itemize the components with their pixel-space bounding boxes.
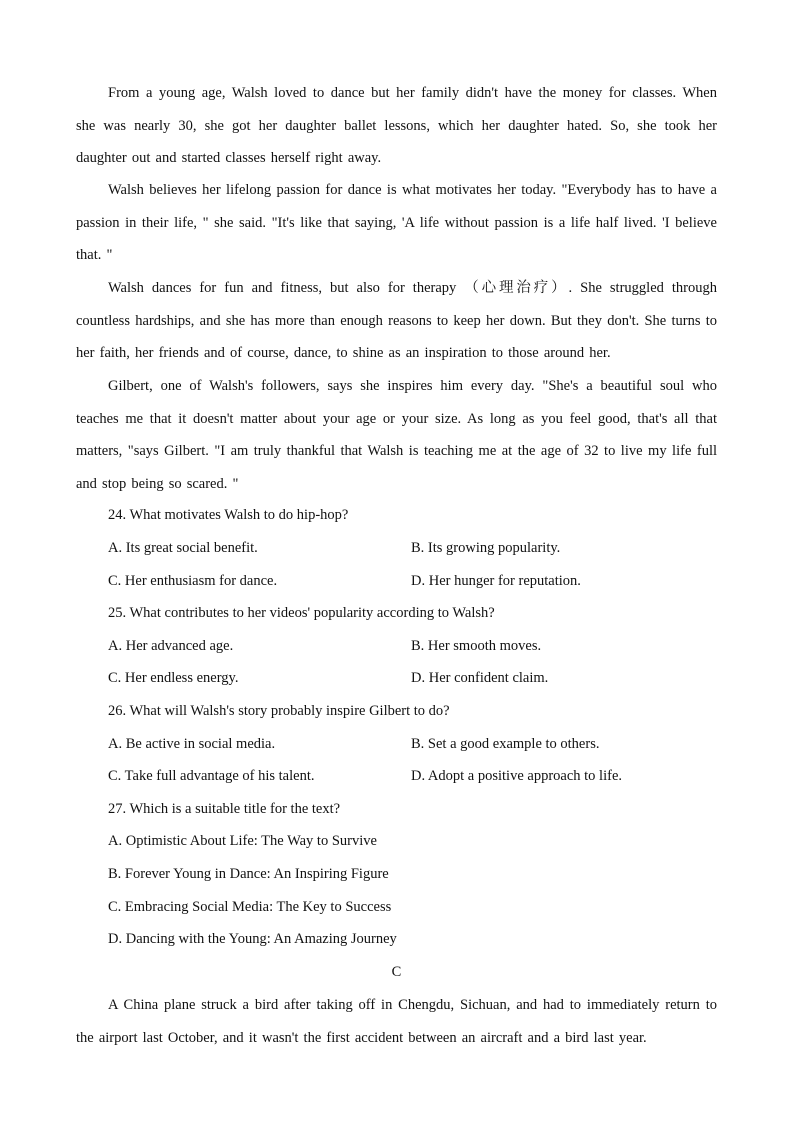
question-27-stem: 27. Which is a suitable title for the text? (108, 801, 341, 817)
passage-paragraph-1: From a young age, Walsh loved to dance but her family didn't have the money for classes. When she was nearly 30, she got her daughter ballet lessons, which her daughter hated. So, she took her daughter out and started classes herself right away. (76, 85, 717, 167)
q24-option-b: B. Its growing popularity. (411, 540, 561, 556)
q27-option-d: D. Dancing with the Young: An Amazing Journey (108, 931, 397, 947)
section-heading: C (391, 964, 402, 980)
passage-paragraph-2: Walsh believes her lifelong passion for dance is what motivates her today. "Everybody has to have a passion in their life, " she said. "It's like that saying, 'A life without passion is a life half lived. 'I believe that. " (76, 182, 717, 264)
question-24-stem: 24. What motivates Walsh to do hip-hop? (108, 507, 349, 523)
q26-option-c: C. Take full advantage of his talent. (108, 768, 315, 784)
q25-option-a: A. Her advanced age. (108, 638, 234, 654)
q26-option-a: A. Be active in social media. (108, 736, 276, 752)
q25-option-b: B. Her smooth moves. (411, 638, 542, 654)
passage-paragraph-4: Gilbert, one of Walsh's followers, says she inspires him every day. "She's a beautiful soul who teaches me that it doesn't matter about your age or your size. As long as you feel good, that's all that matters, "says Gilbert. "I am truly thankful that Walsh is teaching me at the age of 32 to live my life full and stop being so scared. " (76, 378, 717, 492)
q26-option-b: B. Set a good example to others. (411, 736, 600, 752)
question-25-stem: 25. What contributes to her videos' popularity according to Walsh? (108, 605, 495, 621)
q24-option-c: C. Her enthusiasm for dance. (108, 573, 278, 589)
q25-option-d: D. Her confident claim. (411, 670, 549, 686)
q25-option-c: C. Her endless energy. (108, 670, 239, 686)
question-26-stem: 26. What will Walsh's story probably inspire Gilbert to do? (108, 703, 450, 719)
q26-option-d: D. Adopt a positive approach to life. (411, 768, 623, 784)
passage-c-paragraph: A China plane struck a bird after taking off in Chengdu, Sichuan, and had to immediately return to the airport last October, and it wasn't the first accident between an aircraft and a bird last year. (76, 997, 717, 1046)
passage-paragraph-3: Walsh dances for fun and fitness, but also for therapy （心理治疗）. She struggled through countless hardships, and she has more than enough reasons to keep her down. But they don't. She turns to her faith, her friends and of course, dance, to shine as an inspiration to those around her. (76, 280, 717, 362)
q24-option-a: A. Its great social benefit. (108, 540, 258, 556)
q27-option-c: C. Embracing Social Media: The Key to Success (108, 899, 392, 915)
q27-option-b: B. Forever Young in Dance: An Inspiring Figure (108, 866, 389, 882)
q27-option-a: A. Optimistic About Life: The Way to Survive (108, 833, 377, 849)
q24-option-d: D. Her hunger for reputation. (411, 573, 581, 589)
